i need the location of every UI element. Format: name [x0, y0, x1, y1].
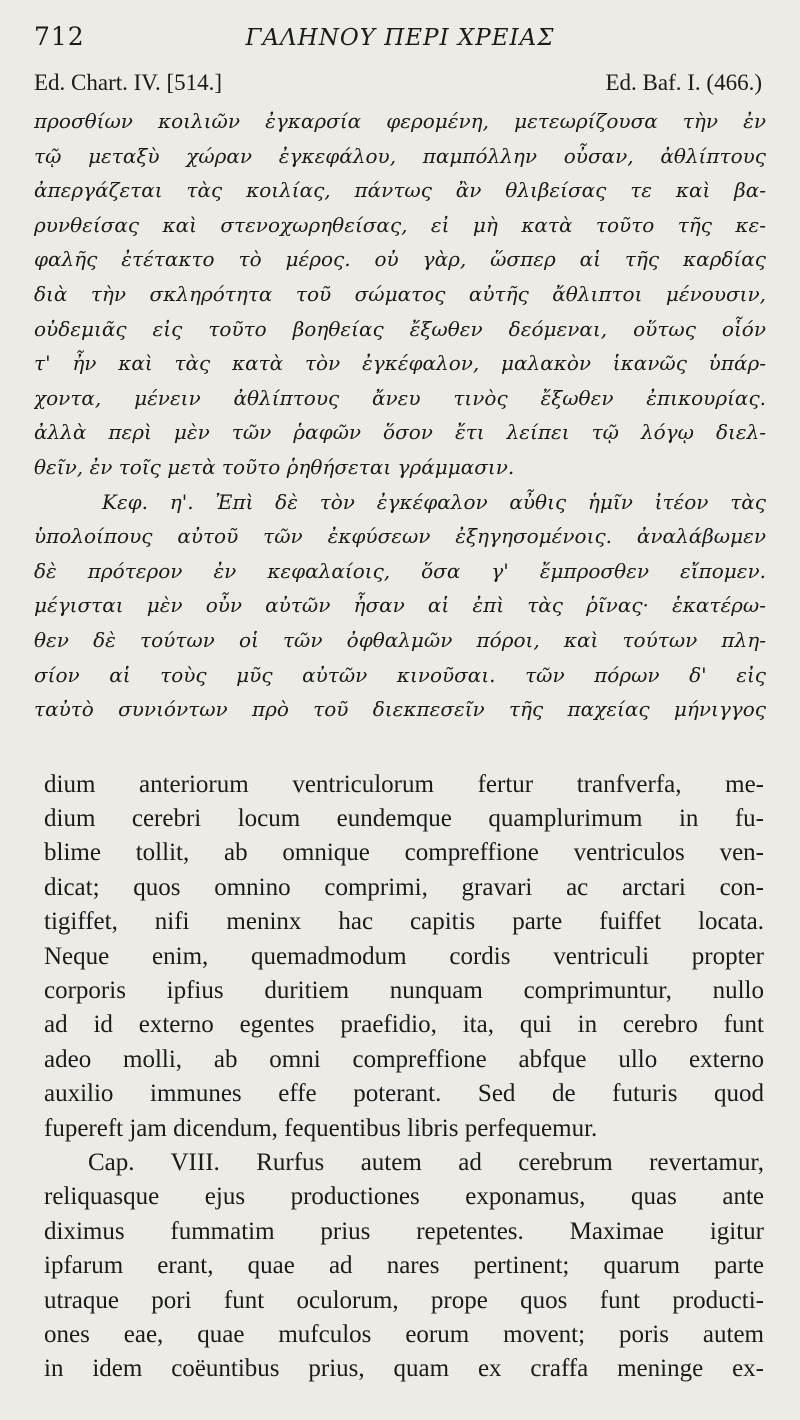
latin-text-line: Neque enim, quemadmodum cordis ventriculi propter	[44, 942, 764, 970]
greek-text-block	[34, 104, 766, 727]
greek-text-line: δὲ πρότερον ἐν κεφαλαίοις, ὅσα γ' ἔμπροσθεν εἴπομεν.	[34, 558, 766, 583]
greek-chapter-heading-line: Κεφ. η'. Ἐπὶ δὲ τὸν ἐγκέφαλον αὖθις ἡμῖν ἰτέον τὰς	[102, 489, 766, 514]
latin-text-line: fupereft jam dicendum, fequentibus libris perfequemur.	[44, 1114, 598, 1142]
latin-text-line: utraque pori funt oculorum, prope quos funt producti-	[44, 1286, 764, 1314]
latin-text-line: adeo molli, ab omni compreffione abfque ullo externo	[44, 1045, 764, 1073]
greek-text-line: οὐδεμιᾶς εἰς τοῦτο βοηθείας ἔξωθεν δεόμεναι, οὕτως οἷόν	[34, 316, 766, 341]
latin-text-line: auxilio immunes effe poterant. Sed de futuris quod	[44, 1080, 764, 1108]
latin-text-line: ad id externo egentes praefidio, ita, qui in cerebro funt	[44, 1011, 764, 1039]
edition-reference-left: Ed. Chart. IV. [514.]	[34, 70, 223, 95]
latin-text-line: corporis ipfius duritiem nunquam comprimuntur, nullo	[44, 977, 764, 1005]
greek-text-line: σίον αἱ τοὺς μῦς αὐτῶν κινοῦσαι. τῶν πόρων δ' εἰς	[34, 662, 766, 687]
greek-text-line: ρυνθείσας καὶ στενοχωρηθείσας, εἰ μὴ κατὰ τοῦτο τῆς κε-	[34, 212, 766, 237]
greek-text-line: ἀπεργάζεται τὰς κοιλίας, πάντως ἂν θλιβείσας τε καὶ βα-	[34, 178, 766, 203]
latin-text-line: ones eae, quae mufculos eorum movent; poris autem	[44, 1320, 764, 1348]
greek-text-line: θεῖν, ἐν τοῖς μετὰ τοῦτο ῥηθήσεται γράμμασιν.	[34, 454, 515, 479]
latin-text-line: in idem coëuntibus prius, quam ex craffa meninge ex-	[44, 1355, 764, 1383]
page-number: 712	[34, 22, 85, 51]
latin-text-line: reliquasque ejus productiones exponamus, quas ante	[44, 1183, 764, 1211]
greek-text-line: προσθίων κοιλιῶν ἐγκαρσία φερομένη, μετεωρίζουσα τὴν ἐν	[34, 109, 766, 133]
edition-reference-right: Ed. Baf. I. (466.)	[605, 70, 762, 95]
greek-text-line: διὰ τὴν σκληρότητα τοῦ σώματος αὐτῆς ἄθλιπτοι μένουσιν,	[34, 281, 766, 306]
greek-text-line: ὑπολοίπους αὐτοῦ τῶν ἐκφύσεων ἐξηγησομένοις. ἀναλάβωμεν	[34, 524, 766, 549]
latin-text-line: tigiffet, nifi meninx hac capitis parte fuiffet locata.	[44, 908, 764, 936]
latin-chapter-heading-line: Cap. VIII. Rurfus autem ad cerebrum revertamur,	[88, 1148, 764, 1176]
greek-text-line: μέγισται μὲν οὖν αὐτῶν ἦσαν αἱ ἐπὶ τὰς ῥῖνας· ἑκατέρω-	[34, 593, 766, 618]
latin-text-line: dicat; quos omnino comprimi, gravari ac arctari con-	[44, 873, 764, 901]
latin-text-line: diximus fummatim prius repetentes. Maximae igitur	[44, 1217, 764, 1245]
section-gap	[34, 727, 766, 768]
edition-reference-line	[34, 70, 766, 104]
greek-text-line: ταὐτὸ συνιόντων πρὸ τοῦ διεκπεσεῖν τῆς παχείας μήνιγγος	[34, 697, 766, 722]
latin-text-line: dium anteriorum ventriculorum fertur tranfverfa, me-	[44, 770, 764, 798]
latin-text-line: dium cerebri locum eundemque quamplurimum in fu-	[44, 805, 764, 833]
latin-text-block	[34, 768, 766, 1387]
latin-text-line: ipfarum erant, quae ad nares pertinent; quarum parte	[44, 1252, 764, 1280]
greek-text-line: χοντα, μένειν ἀθλίπτους ἄνευ τινὸς ἔξωθεν ἐπικουρίας.	[34, 385, 766, 410]
greek-text-line: ἀλλὰ περὶ μὲν τῶν ῥαφῶν ὅσον ἔτι λείπει τῷ λόγῳ διελ-	[34, 420, 766, 445]
running-title: ΓΑΛΗΝΟΥ ΠΕΡΙ ΧΡΕΙΑΣ	[245, 25, 555, 51]
greek-text-line: τῷ μεταξὺ χώραν ἐγκεφάλου, παμπόλλην οὖσαν, ἀθλίπτους	[34, 143, 766, 168]
greek-text-line: θεν δὲ τούτων οἱ τῶν ὀφθαλμῶν πόροι, καὶ τούτων πλη-	[34, 627, 766, 652]
running-head	[34, 22, 766, 70]
latin-text-line: blime tollit, ab omnique compreffione ventriculos ven-	[44, 839, 764, 867]
greek-text-line: τ' ἦν καὶ τὰς κατὰ τὸν ἐγκέφαλον, μαλακὸν ἱκανῶς ὑπάρ-	[34, 351, 766, 376]
greek-text-line: φαλῆς ἐτέτακτο τὸ μέρος. οὐ γὰρ, ὥσπερ αἱ τῆς καρδίας	[34, 247, 766, 272]
